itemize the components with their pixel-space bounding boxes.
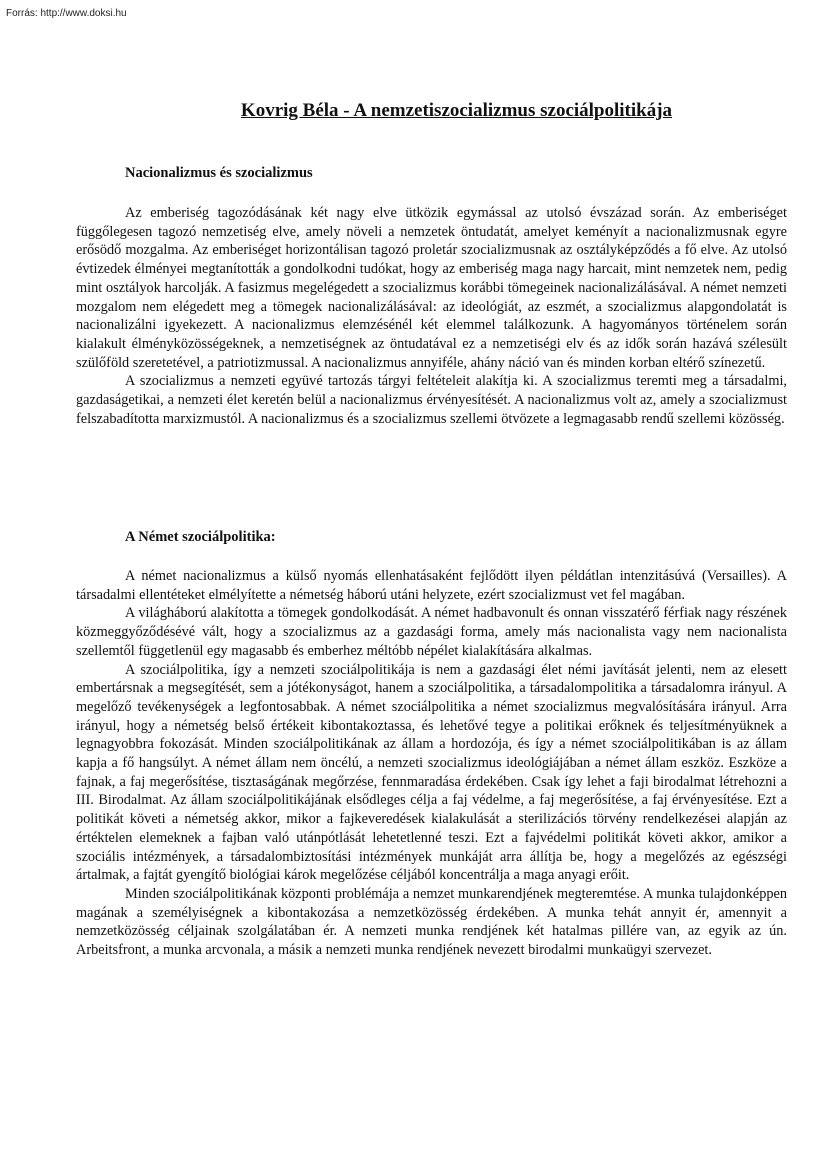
section-body-nationalism [76, 204, 787, 428]
source-note: Forrás: http://www.doksi.hu [6, 8, 127, 19]
paragraph: A szocializmus a nemzeti együvé tartozás tárgyi feltételeit alakítja ki. A szocializmus teremti meg a társadalmi, gazdaságetikai, a nemzeti élet keretén belül a nacionalizmus érvényesítését. A nacionalizmus volt az, amely a szocializmust felszabadította marxizmustól. A nacionalizmus és a szocializmus szellemi ötvözete a legmagasabb rendű szellemi közösség. [76, 373, 787, 427]
section-heading-nationalism: Nacionalizmus és szocializmus [125, 165, 313, 181]
paragraph: Az emberiség tagozódásának két nagy elve ütközik egymással az utolsó évszázad során. Az emberiséget függőlegesen tagozó nemzetiség elve, amely növeli a nemzetek öntudatát, amelyet keményít a nacionalizmusnak egyre erősödő mozgalma. Az emberiséget horizontálisan tagozó proletár szocializmusnak az osztályképződés a fő elve. Az utolsó évtizedek élményei megtanították a gondolkodni tudókat, hogy az emberiség maga nagy harcait, mint nemzetek nem, pedig mint osztályok harcolják. A fasizmus megelégedett a szocializmus korábbi tömegeinek nacionalizálásával. A német nemzeti mozgalom nem elégedett meg a tömegek nacionalizálásával: az ideológiát, az eszmét, a szocializmus alapgondolatát is nacionalizálni igyekezett. A nacionalizmus elemzésénél két elemmel találkozunk. A hagyományos történelem során kialakult élményközösségeknek, a nemzetiségnek az öntudatával ez a nemzetiségi elv és az idők során hazává szélesült szülőföld szeretetével, a patriotizmussal. A nacionalizmus annyiféle, ahány náció van és minden korban eltérő színezetű. [76, 205, 787, 371]
paragraph: Minden szociálpolitikának központi problémája a nemzet munkarendjének megteremtése. A munka tulajdonképpen magának a személyiségnek a kibontakozása a nemzetközösség érdekében. A munka tehát annyit ér, amennyit a nemzetközösség céljainak szolgálatában ér. A nemzeti munka rendjének két hatalmas pillére van, az egyik az ún. Arbeitsfront, a munka arcvonala, a másik a nemzeti munka rendjének nevezett birodalmi munkaügyi szervezet. [76, 885, 787, 959]
paragraph: A német nacionalizmus a külső nyomás ellenhatásaként fejlődött ilyen példátlan intenzitásúvá (Versailles). A társadalmi ellentéteket elmélyítette a németség háború utáni helyzete, ezért szocializmust vet fel magában. [76, 568, 787, 603]
section-heading-social-policy: A Német szociálpolitika: [125, 529, 276, 545]
paragraph: A szociálpolitika, így a nemzeti szociálpolitikája is nem a gazdasági élet némi javítását jelenti, nem az elesett embertársnak a megsegítését, sem a jótékonyságot, hanem a szociálpolitika, a társadalompolitika a társadalomra irányul. A megelőző tevékenységek a legfontosabbak. A német szociálpolitika a német szocializmus megvalósítására irányul. Arra irányul, hogy a németség belső értékeit kibontakoztassa, és lehetővé tegye a politikai erőknek és teljesítményüknek a legnagyobbra fokozását. Minden szociálpolitikának az állam a hordozója, és így a német szociálpolitikában is az állam kapja a fő hangsúlyt. A német állam nem öncélú, a nemzeti szocializmus ideológiájában a német állam eszköz. Eszköze a fajnak, a faj megerősítése, tisztaságának megőrzése, fennmaradása érdekében. Csak így lehet a faji birodalmat létrehozni a III. Birodalmat. Az állam szociálpolitikájának elsődleges célja a faj védelme, a faj megerősítése, a faj érvényesítése. Ezt a politikát követi a németség akkor, mikor a fajkeveredések kialakulását a sterilizációs törvény rendelkezései alapján az értéktelen elemeknek a fajban való utánpótlását lehetetlenné teszi. Ezt a fajvédelmi politikát követi akkor, amikor a szociális intézmények, a társadalombiztosítási intézmények munkáját arra állítja be, hogy a megelőzés az egészségi ártalmak, a fajtát gyengítő biológiai károk megelőzése céljából koncentrálja a maga anyagi erőit. [76, 661, 787, 884]
page-title: Kovrig Béla - A nemzetiszocializmus szociálpolitikája [240, 100, 673, 121]
section-body-social-policy [76, 567, 787, 960]
paragraph: A világháború alakította a tömegek gondolkodását. A német hadbavonult és onnan visszatérő férfiak nagy részének közmeggyőződésévé vált, hogy a szocializmus az a gazdasági forma, amely más nacionalista vagy nem nacionalista szellemtől függetlenül egy magasabb és emberhez méltóbb népélet kialakítására alkalmas. [76, 605, 787, 659]
